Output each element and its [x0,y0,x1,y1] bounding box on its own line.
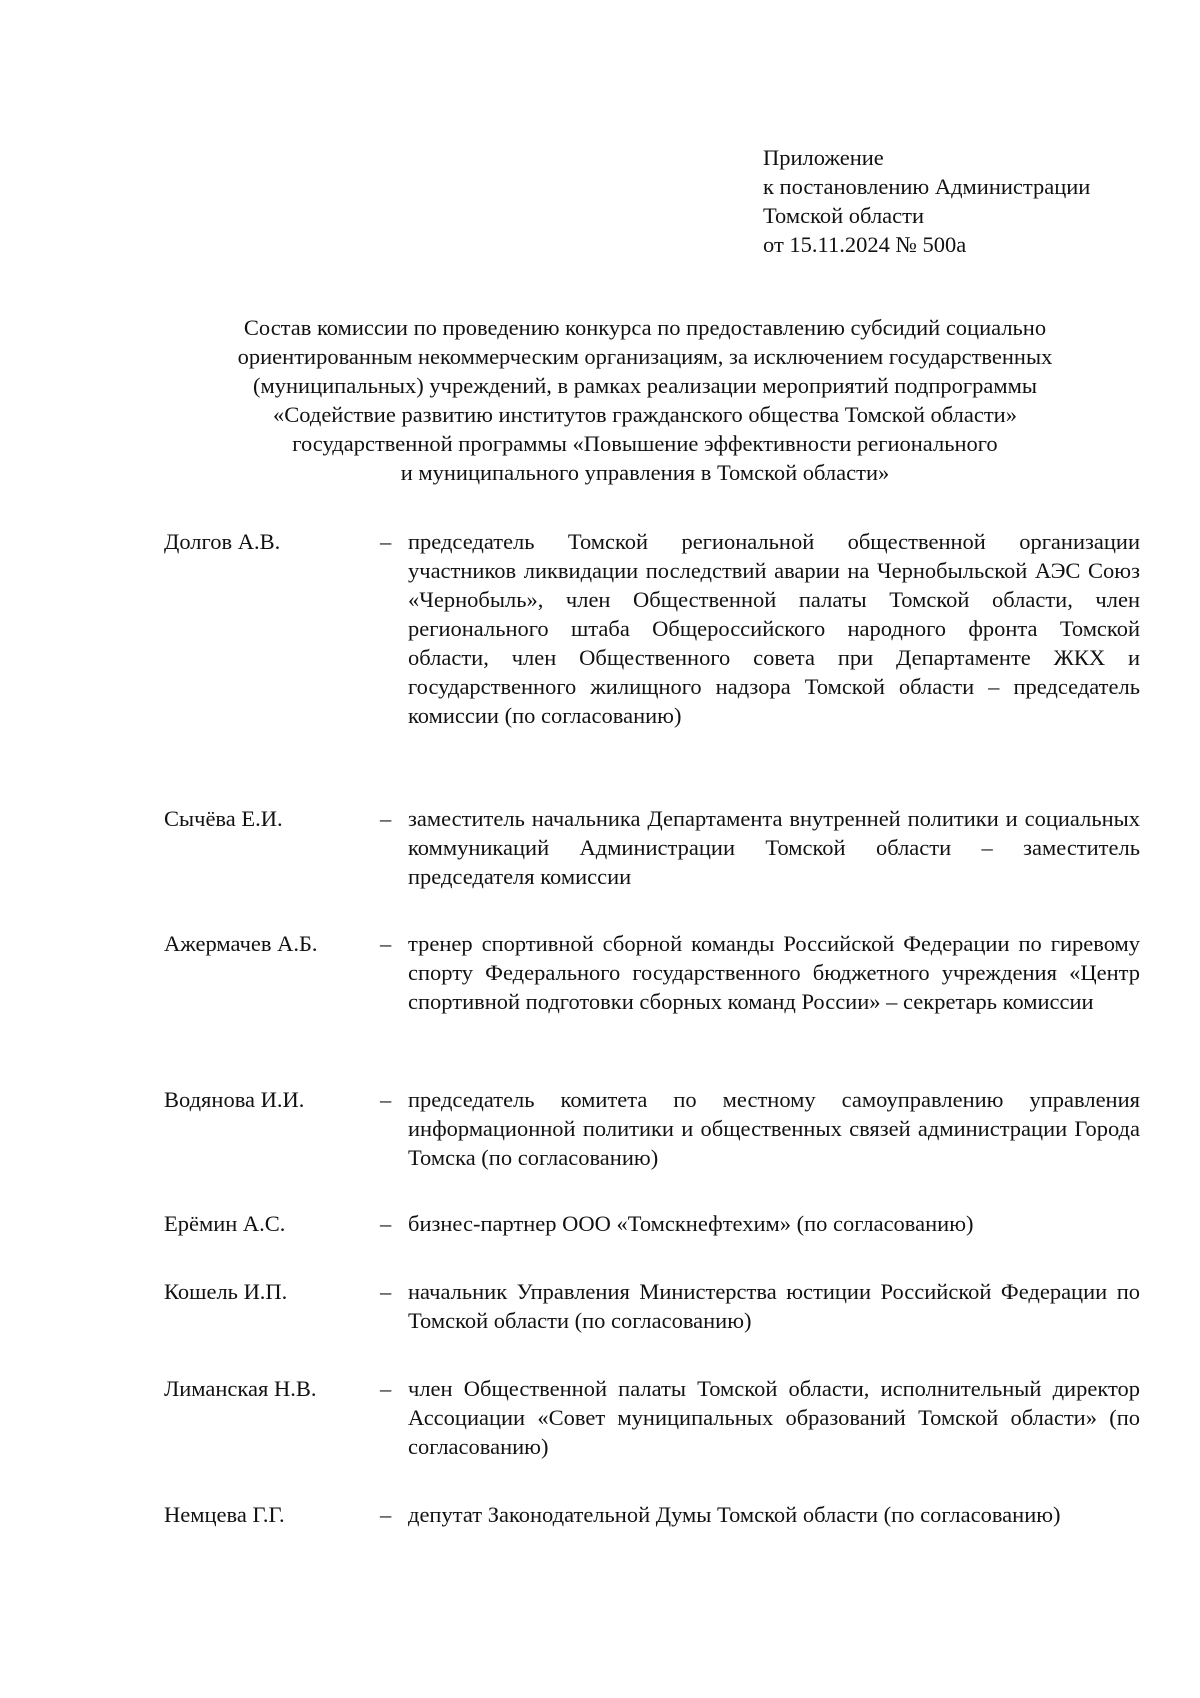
member-description: тренер спортивной сборной команды Российской Федерации по гиревому спорту Федерального государственного бюджетного учреждения «Центр спортивной подготовки сборных команд России» – секретарь комиссии [408,931,1140,1014]
member-description: член Общественной палаты Томской области, исполнительный директор Ассоциации «Совет муниципальных образований Томской области» (по согласованию) [408,1376,1140,1459]
appendix-header [763,143,1163,259]
member-description: начальник Управления Министерства юстиции Российской Федерации по Томской области (по согласованию) [408,1279,1140,1333]
appendix-line: к постановлению Администрации [763,174,1091,199]
member-dash: – [380,1211,392,1236]
member-name: Ерёмин А.С. [164,1211,286,1236]
member-description: депутат Законодательной Думы Томской области (по согласованию) [408,1502,1061,1527]
member-dash: – [380,931,392,956]
member-name: Лиманская Н.В. [164,1376,317,1401]
member-name: Кошель И.П. [164,1279,288,1304]
member-name: Сычёва Е.И. [164,806,283,831]
title-line: «Содействие развитию институтов гражданского общества Томской области» [273,402,1017,427]
member-name: Немцева Г.Г. [164,1502,285,1527]
member-description: бизнес-партнер ООО «Томскнефтехим» (по согласованию) [408,1211,974,1236]
appendix-date-number: от 15.11.2024 № 500а [763,232,967,257]
member-dash: – [380,1087,392,1112]
title-line: и муниципального управления в Томской области» [400,460,890,485]
member-name: Долгов А.В. [164,529,281,554]
member-dash: – [380,806,392,831]
appendix-line: Приложение [763,145,884,170]
title-line: ориентированным некоммерческим организациям, за исключением государственных [237,344,1053,369]
member-description: председатель Томской региональной общественной организации участников ликвидации последствий аварии на Чернобыльской АЭС Союз «Чернобыль», член Общественной палаты Томской области, член регионального штаба Общероссийского народного фронта Томской области, член Общественного совета при Департаменте ЖКХ и государственного жилищного надзора Томской области – председатель комиссии (по согласованию) [408,529,1140,728]
member-dash: – [380,529,392,554]
appendix-line: Томской области [763,203,925,228]
member-dash: – [380,1376,392,1401]
member-description: заместитель начальника Департамента внутренней политики и социальных коммуникаций Администрации Томской области – заместитель председателя комиссии [408,806,1140,889]
title-line: (муниципальных) учреждений, в рамках реализации мероприятий подпрограммы [253,373,1037,398]
document-title [150,313,1140,487]
member-name: Ажермачев А.Б. [164,931,318,956]
member-name: Водянова И.И. [164,1087,305,1112]
title-line: государственной программы «Повышение эффективности регионального [292,431,998,456]
member-description: председатель комитета по местному самоуправлению управления информационной политики и общественных связей администрации Города Томска (по согласованию) [408,1087,1140,1170]
member-dash: – [380,1279,392,1304]
member-dash: – [380,1502,392,1527]
title-line: Состав комиссии по проведению конкурса по предоставлению субсидий социально [243,315,1047,340]
